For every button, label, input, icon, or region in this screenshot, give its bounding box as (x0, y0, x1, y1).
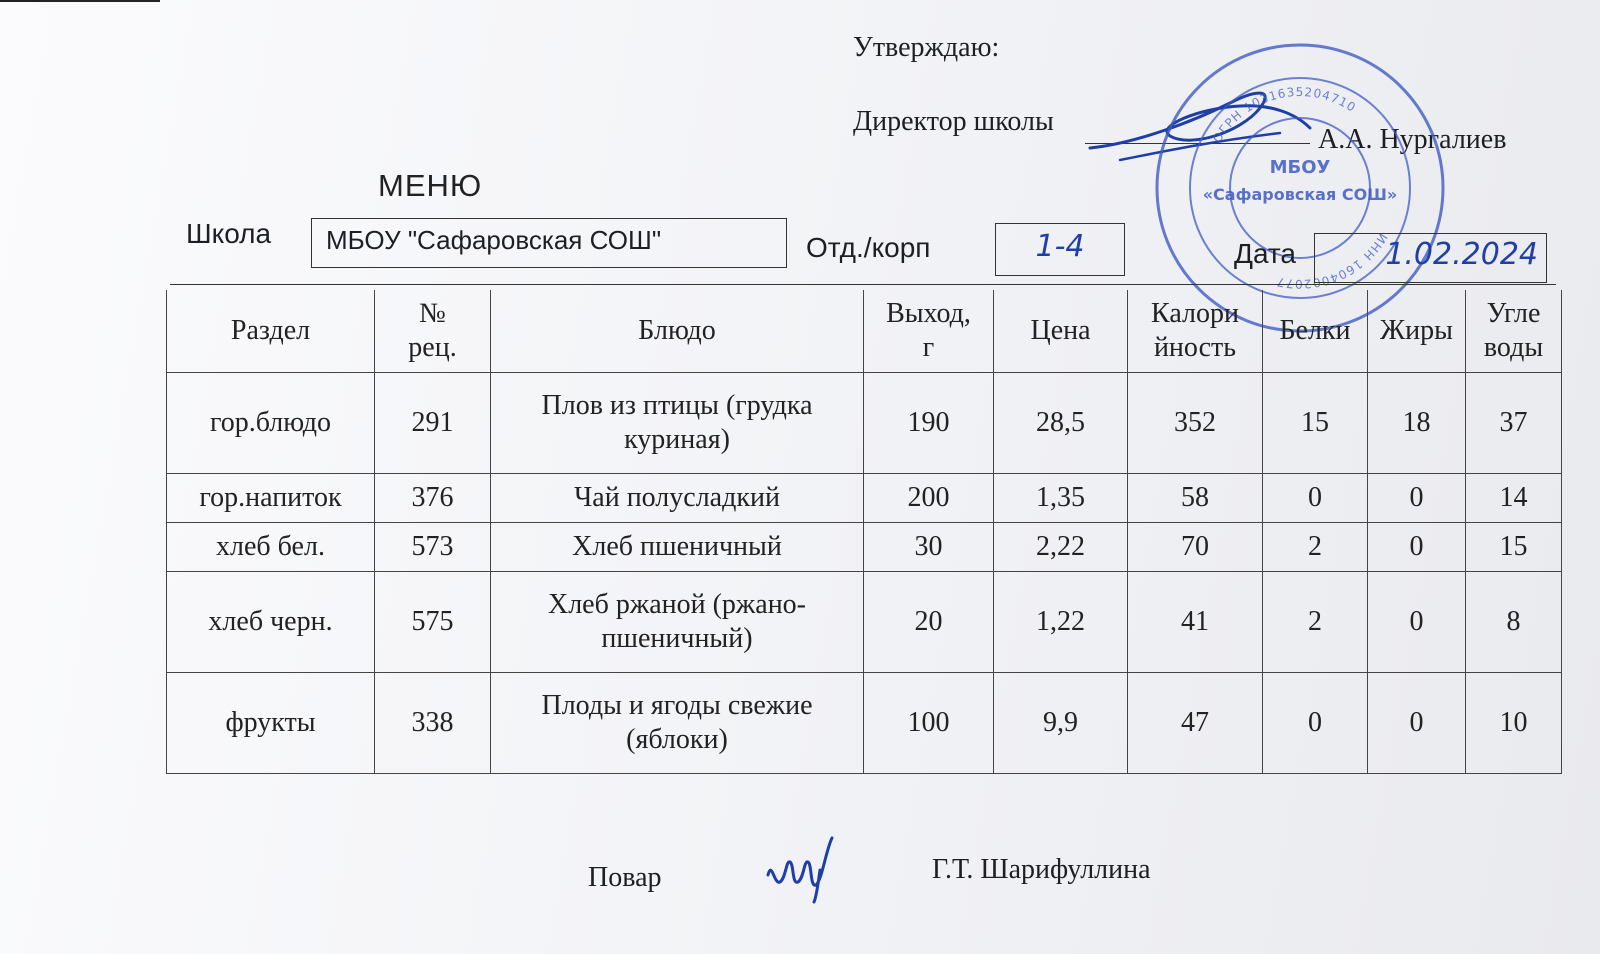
cell-recipe: 291 (375, 373, 491, 474)
cook-signature (760, 830, 850, 905)
header-rule (170, 284, 1556, 285)
cell-protein: 15 (1263, 373, 1368, 474)
cell-price: 1,22 (994, 572, 1128, 673)
cell-yield: 190 (864, 373, 994, 474)
director-label: Директор школы (853, 106, 1054, 137)
cell-fat: 0 (1368, 523, 1466, 572)
col-header-recipe: № рец. (375, 290, 491, 373)
table-row (167, 474, 1562, 523)
cell-section: гор.блюдо (167, 373, 375, 474)
cell-yield: 30 (864, 523, 994, 572)
cell-calories: 58 (1128, 474, 1263, 523)
table-header-row (167, 290, 1562, 373)
cell-yield: 100 (864, 673, 994, 774)
cell-yield: 200 (864, 474, 994, 523)
cook-name: Г.Т. Шарифуллина (932, 854, 1151, 885)
menu-title: МЕНЮ (378, 168, 483, 203)
cell-price: 2,22 (994, 523, 1128, 572)
cell-dish: Чай полусладкий (491, 474, 864, 523)
cell-carbs: 8 (1466, 572, 1562, 673)
col-header-fat: Жиры (1368, 290, 1466, 373)
stamp-center-main: «Сафаровская СОШ» (1202, 185, 1398, 204)
cell-yield: 20 (864, 572, 994, 673)
cell-section: хлеб черн. (167, 572, 375, 673)
cell-fat: 18 (1368, 373, 1466, 474)
cell-protein: 0 (1263, 673, 1368, 774)
cell-price: 1,35 (994, 474, 1128, 523)
cell-price: 28,5 (994, 373, 1128, 474)
cell-dish: Плов из птицы (грудка куриная) (491, 373, 864, 474)
department-label: Отд./корп (806, 232, 931, 263)
cell-dish: Хлеб ржаной (ржано-пшеничный) (491, 572, 864, 673)
date-label: Дата (1234, 238, 1297, 269)
cell-calories: 352 (1128, 373, 1263, 474)
page-edge-line (0, 0, 160, 2)
cell-carbs: 15 (1466, 523, 1562, 572)
col-header-protein: Белки (1263, 290, 1368, 373)
col-header-carbs: Угле воды (1466, 290, 1562, 373)
cell-protein: 2 (1263, 572, 1368, 673)
school-label: Школа (186, 218, 272, 249)
cell-protein: 0 (1263, 474, 1368, 523)
cook-label: Повар (588, 862, 662, 893)
cell-calories: 41 (1128, 572, 1263, 673)
cell-fat: 0 (1368, 474, 1466, 523)
cell-carbs: 37 (1466, 373, 1562, 474)
cell-carbs: 14 (1466, 474, 1562, 523)
cell-calories: 70 (1128, 523, 1263, 572)
cell-carbs: 10 (1466, 673, 1562, 774)
cell-recipe: 573 (375, 523, 491, 572)
cell-protein: 2 (1263, 523, 1368, 572)
stamp-ogrn: ОГРН 1031635204710 (1209, 84, 1359, 146)
cell-fat: 0 (1368, 673, 1466, 774)
department-field: 1-4 (995, 223, 1125, 276)
cell-calories: 47 (1128, 673, 1263, 774)
approval-heading: Утверждаю: (853, 32, 1000, 63)
cell-dish: Плоды и ягоды свежие (яблоки) (491, 673, 864, 774)
svg-text:ОГРН 1031635204710 (1210, 85, 1359, 145)
col-header-calories: Калори йность (1128, 290, 1263, 373)
director-name: А.А. Нургалиев (1318, 124, 1507, 155)
table-row (167, 572, 1562, 673)
col-header-yield: Выход, г (864, 290, 994, 373)
cell-recipe: 338 (375, 673, 491, 774)
stamp-center-top: МБОУ (1269, 157, 1331, 178)
cell-dish: Хлеб пшеничный (491, 523, 864, 572)
table-row (167, 673, 1562, 774)
cell-recipe: 575 (375, 572, 491, 673)
col-header-price: Цена (994, 290, 1128, 373)
cell-section: фрукты (167, 673, 375, 774)
school-field: МБОУ "Сафаровская СОШ" (311, 218, 787, 268)
cell-fat: 0 (1368, 572, 1466, 673)
stamp-inn: ИНН 1604002077 (1274, 230, 1391, 292)
cell-section: хлеб бел. (167, 523, 375, 572)
menu-table (166, 290, 1562, 774)
cell-price: 9,9 (994, 673, 1128, 774)
date-field: 1.02.2024 (1314, 233, 1547, 283)
col-header-section: Раздел (167, 290, 375, 373)
cell-recipe: 376 (375, 474, 491, 523)
cell-section: гор.напиток (167, 474, 375, 523)
col-header-dish: Блюдо (491, 290, 864, 373)
table-row (167, 373, 1562, 474)
table-row (167, 523, 1562, 572)
